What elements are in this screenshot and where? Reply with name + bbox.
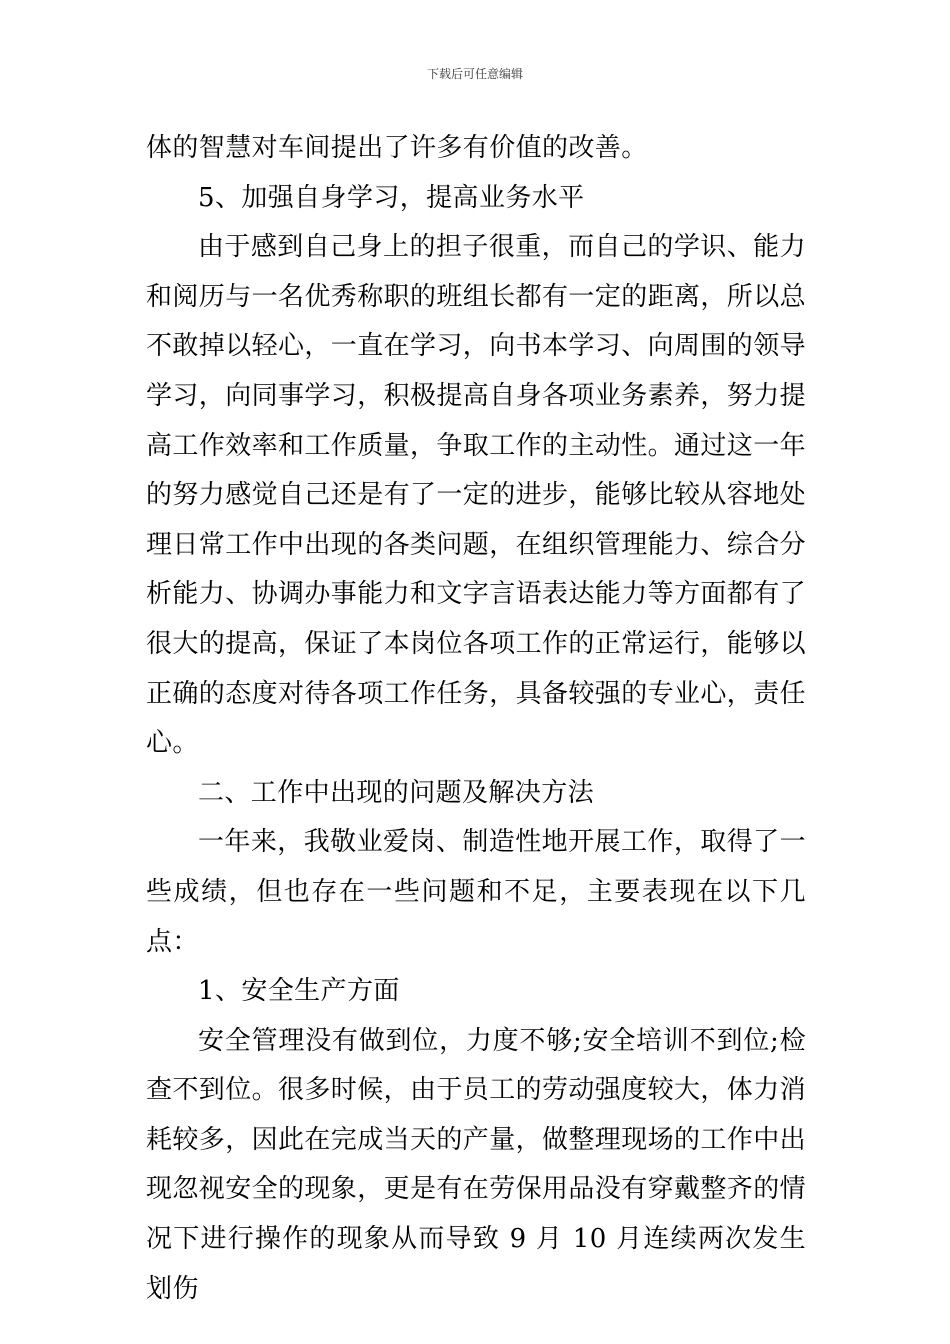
document-body [146,124,806,1314]
page-header: 下载后可任意编辑 [426,67,523,81]
section-heading-problems: 二、工作中出现的问题及解决方法 [198,777,595,808]
section-heading-safety: 1、安全生产方面 [198,976,400,1007]
paragraph-self-study: 由于感到自己身上的担子很重，而自己的学识、能力和阅历与一名优秀称职的班组长都有一定的距离，所以总不敢掉以轻心，一直在学习，向书本学习、向周围的领导学习，向同事学习，积极提高自身各项业务素养，努力提高工作效率和工作质量，争取工作的主动性。通过这一年的努力感觉自己还是有了一定的进步，能够比较从容地处理日常工作中出现的各类问题，在组织管理能力、综合分析能力、协调办事能力和文字言语表达能力等方面都有了很大的提高，保证了本岗位各项工作的正常运行，能够以正确的态度对待各项工作任务，具备较强的专业心，责任心。 [146,232,807,759]
paragraph-safety: 安全管理没有做到位，力度不够;安全培训不到位;检查不到位。很多时候，由于员工的劳动强度较大，体力消耗较多，因此在完成当天的产量，做整理现场的工作中出现忽视安全的现象，更是有在劳保用品没有穿戴整齐的情况下进行操作的现象从而导致 9 月 10 月连续两次发生划伤 [146,1025,807,1304]
section-heading-self-study: 5、加强自身学习，提高业务水平 [198,182,585,213]
paragraph-continuation: 体的智慧对车间提出了许多有价值的改善。 [146,133,648,163]
paragraph-problems-intro: 一年来，我敬业爱岗、制造性地开展工作，取得了一些成绩，但也存在一些问题和不足，主要表现在以下几点： [146,827,806,957]
